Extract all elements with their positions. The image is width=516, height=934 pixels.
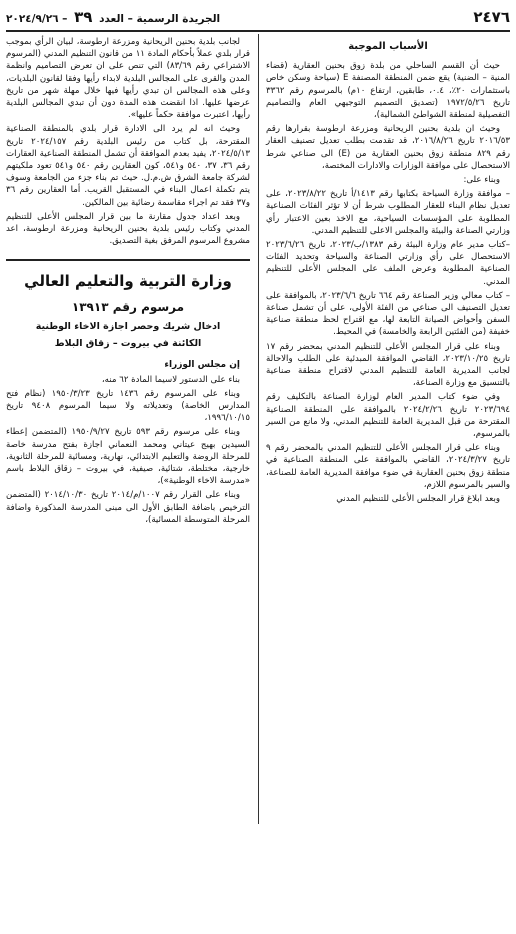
right-column bbox=[266, 36, 510, 507]
paragraph: وبناء على المرسوم رقم ١٤٣٦ تاريخ ١٩٥٠/٣/٢٣ (نظام فتح المدارس الخاصة) وتعديلاته ولا سيما المرسوم ٩٤٠٨ تاريخ ١٩٩٦/١٠/١٥، bbox=[6, 388, 250, 424]
paragraph: وبعد اعداد جدول مقارنة ما بين قرار المجلس الأعلى للتنظيم المدني وكتاب رئيس بلدية بحنين الريحانية ومزرعة ارطوسة، اعد مشروع المرسوم المرفق بغية التصديق. bbox=[6, 211, 250, 247]
list-item: –كتاب مدير عام وزارة البيئة رقم ١٣٨٣/ب/٢٠٢٣، تاريخ ٢٠٢٣/٦/٢٦ الاستحصال على رأي وزارتي الصناعة والسياحة وتحديد الفئات الصناعية المطلوبة وعرض الملف على المجلس الأعلى للتنظيم المدني. bbox=[266, 240, 510, 287]
paragraph: وبعد ابلاغ قرار المجلس الأعلى للتنظيم المدني bbox=[336, 494, 500, 505]
paragraph: لجانب بلدية بحنين الريحانية ومزرعة ارطوسة، لبيان الرأي بموجب قرار بلدي عملاً بأحكام المادة ١١ من قانون التنظيم المدني (المرسوم الاشتراعي رقم ٨٣/٦٩) التي تنص على ان تعرض التصاميم وانظمة المدن والقرى على المجالس البلدية لابداء رأيها وفقا لقانون البلديات، وعلى هذه المجالس ان تبدي رأيها فيها خلال مهلة شهر من تاريخ عرضها عليها. اذا انقضت هذه المدة دون أن تبدي المجالس البلدية رأيها، اعتبرت موافقة حكماً عليها». bbox=[6, 37, 250, 121]
page-number: ٢٤٧٦ bbox=[473, 8, 510, 26]
decree-title: ادخال شريك وحصر اجازة الاخاء الوطنية bbox=[35, 320, 221, 332]
decree-number: مرسوم رقم ١٣٩١٣ bbox=[71, 299, 185, 314]
decree-subtitle: الكائنة في بيروت – زقاق البلاط bbox=[54, 338, 202, 350]
column-divider bbox=[258, 34, 259, 824]
paragraph: وبناء على قرار المجلس الأعلى للتنظيم المدني بمحضر رقم ١٧ تاريخ ٢٠٢٣/١٠/٢٥، القاضي الموافقة المبدئية على الطلب والاحالة لجانب المديرية العامة للتنظيم المدني لاقتراح منطقة صناعية بالتنسيق مع وزارة الصناعة، bbox=[266, 341, 510, 389]
paragraph: وحيث انه لم يرد الى الادارة قرار بلدي بالمنطقة الصناعية المقترحة، بل كتاب من رئيس البلدية رقم ٢٠٢٤/١٥٧ تاريخ ٢٠٢٤/٥/١٣، يفيد بعدم الموافقة أن تشمل المنطقة الصناعية العقارات رقم ٣٦، ٣٧، ٥٤٠ و٥٤١، كون العقارين رقم ٥٤٠ و٥٤١ تعود ملكيتهم لشركة جامعة الشرق ش.م.ل. حيث تم بناء جزء من الجامعة وسوف يتم تكملة اعمال البناء في المستقبل القريب. أما العقارين رقم ٣٦ و٣٧ فقد تم اجراء مقاسمة رضائية بين المالكين. bbox=[6, 124, 250, 208]
paragraph: وبناء على القرار رقم ١٠٠٧/م/٢٠١٤ تاريخ ٢٠١٤/١٠/٣٠ (المتضمن الترخيص باضافة الطابق الأول الى مبنى المدرسة المذكورة واضافة المرحلة المتوسطة المسائية)، bbox=[6, 490, 250, 525]
paragraph: بناء على الدستور لاسيما المادة ٦٢ منه، bbox=[101, 374, 240, 385]
paragraph: وفي ضوء كتاب المدير العام لوزارة الصناعة بالتكليف رقم ٢٠٢٣/٦٩٤ تاريخ ٢٠٢٤/٢/٢٦ بالموافقة على المنطقة الصناعية المقترحة من قبل المديرية العامة للتنظيم المدني، ولا مانع من السير بالمرسوم، bbox=[266, 392, 510, 440]
paragraph: وبناء على: bbox=[463, 175, 500, 186]
list-item: – كتاب معالي وزير الصناعة رقم ٦٦٤ تاريخ ٢٠٢٣/٦/٦، بالموافقة على تعديل التصنيف الى صناعي من الفئة الأولى، على أن تشمل صناعة السفن وأحواض الصيانة التابعة لها، مع اقتراح لحظ منطقة صناعية خفيفة (من الفئتين الرابعة والخامسة) في المحيط. bbox=[266, 290, 510, 338]
journal-name: الجريدة الرسمية – العدد bbox=[99, 13, 221, 25]
page-header bbox=[6, 6, 510, 32]
left-column bbox=[6, 36, 250, 528]
paragraph: وحيث ان بلدية بحنين الريحانية ومزرعة ارطوسة بقرارها رقم ٢٠١٦/٥٣ تاريخ ٢٠١٦/٨/٢٦، قد تقدمت بطلب تعديل تصنيف العقار رقم ٨٢٩ منطقة زوق بحنين العقارية من (E) الى صناعي شرط الاستحصال على موافقة الوزارات والادارات المختصة، bbox=[266, 124, 510, 171]
paragraph: حيث أن القسم الساحلي من بلدة زوق بحنين العقارية (قضاء المنية – الضنية) يقع ضمن المنطقة المصنفة E (سياحة وسكن خاص باستثمارات ٢٠٪، ٠.٤، طابقين، ارتفاع ١٠م) بالمرسوم رقم ٣٣٦٢ تاريخ ١٩٧٢/٥/٢٦ (تصديق التصميم التوجيهي العام والتصاميم التفصيلية لمنطقة الشواطئ الشمالية)، bbox=[266, 61, 510, 120]
section-title: الأسباب الموجبة bbox=[348, 41, 428, 52]
running-header bbox=[6, 8, 220, 26]
issue-number: ٣٩ bbox=[74, 8, 93, 26]
list-item: – موافقة وزارة السياحة بكتابها رقم ١٤١٣/أ تاريخ ٢٠٢٣/٨/٢٢، على تعديل نظام البناء للعقار المطلوب شرط أن لا تؤثر الفئات الصناعية المطلوبة على المؤسسات السياحية، مع الاخذ بعين الاعتبار رأي وزارتي الصناعة والبيئة والمجلس الاعلى للتنظيم المدني. bbox=[266, 189, 510, 236]
paragraph: وبناء على قرار المجلس الأعلى للتنظيم المدني بالمحضر رقم ٩ تاريخ ٢٠٢٤/٣/٢٧، القاضي بالموافقة على المنطقة الصناعية في منطقة زوق بحنين العقارية في ضوء موافقة المديرية العامة للصناعة، والسير بالمرسوم اللازم، bbox=[266, 443, 510, 490]
paragraph: وبناء على مرسوم رقم ٥٩٣ تاريخ ١٩٥٠/٩/٢٧ (المتضمن إعطاء السيدين بهيج عيتاني ومحمد النعماني اجازة بفتح مدرسة خاصة للمرحلة الروضة والتعليم الابتدائي، نهارية، ومسائية للمرحلة الثانوية، خارجية، مختلطة، شتائية، صيفية، في بيروت – زقاق البلاط باسم «مدرسة الاخاء الوطنية»)، bbox=[6, 427, 250, 487]
ministry-title: وزارة التربية والتعليم العالي bbox=[6, 259, 250, 292]
issue-date: – ٢٠٢٤/٩/٢٦ bbox=[6, 13, 68, 25]
council-heading: إن مجلس الوزراء bbox=[164, 359, 240, 370]
